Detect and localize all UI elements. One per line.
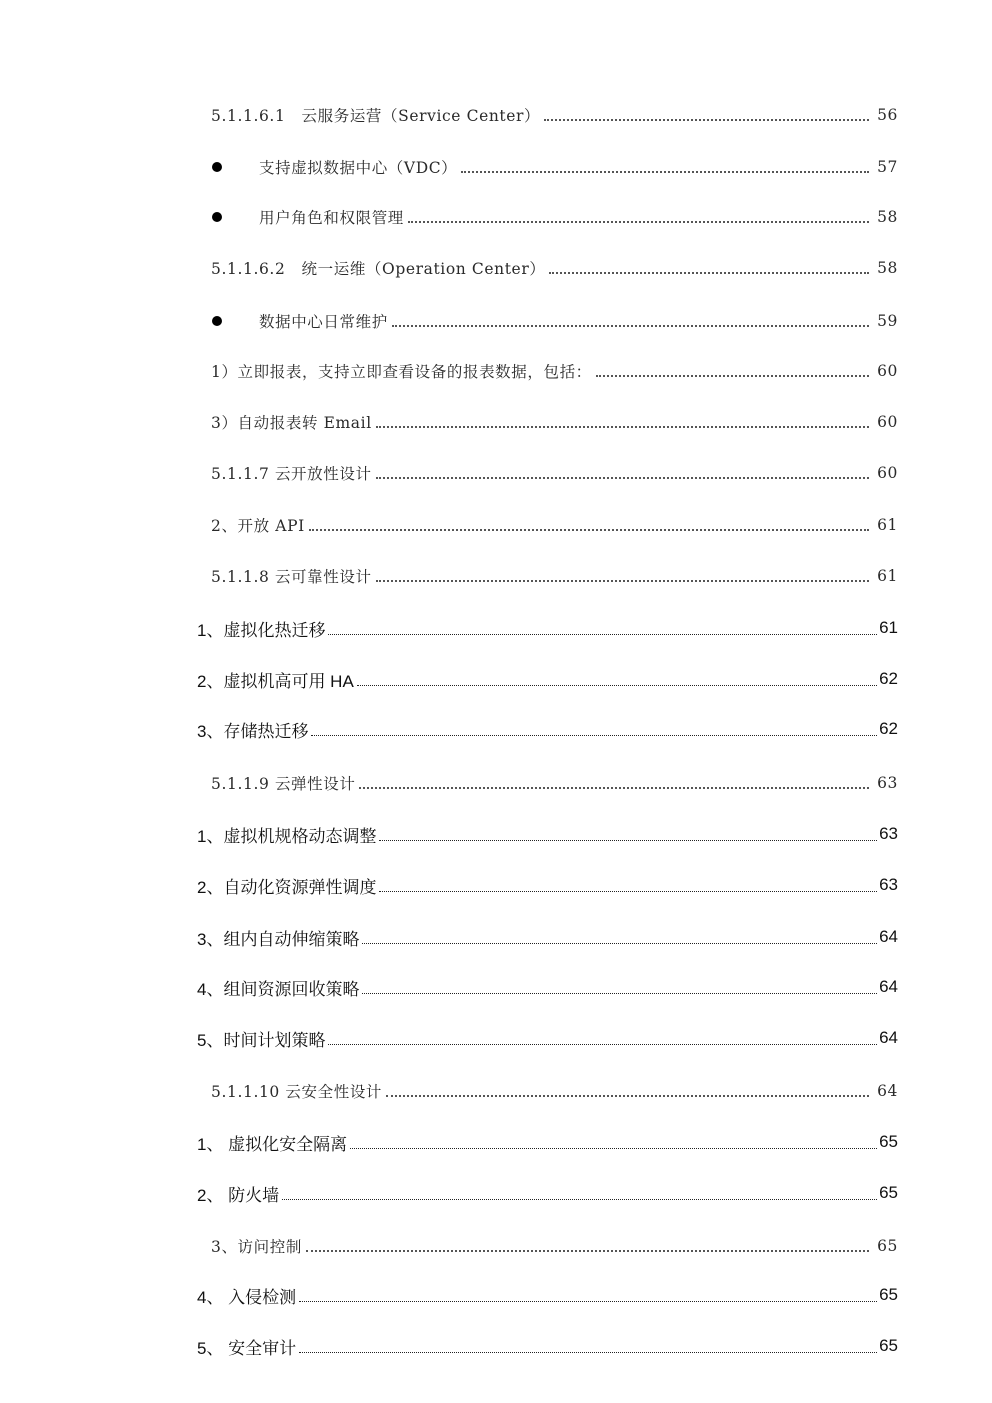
toc-entry[interactable] [211, 100, 898, 130]
dot-leader [392, 325, 869, 327]
toc-entry-label: 5、 安全审计 [197, 1338, 297, 1358]
dot-leader [376, 477, 870, 479]
toc-entry[interactable] [197, 870, 898, 900]
toc-entry-label: 5.1.1.6.2 统一运维（Operation Center） [211, 260, 546, 278]
toc-entry[interactable] [197, 922, 898, 952]
toc-entry[interactable] [212, 202, 898, 232]
toc-entry-page: 65 [877, 1237, 898, 1255]
dot-leader [408, 221, 869, 223]
dot-leader [596, 375, 869, 377]
toc-entry-page: 59 [877, 312, 898, 330]
toc-entry-page: 65 [879, 1183, 898, 1202]
dot-leader [549, 272, 869, 274]
toc-entry-page: 61 [879, 618, 898, 637]
toc-entry-page: 57 [877, 158, 898, 176]
dot-leader [282, 1199, 877, 1200]
toc-entry-label: 5.1.1.8 云可靠性设计 [211, 568, 372, 586]
toc-entry[interactable] [197, 613, 898, 643]
toc-entry[interactable] [211, 510, 898, 540]
toc-entry[interactable] [211, 458, 898, 488]
toc-entry[interactable] [197, 972, 898, 1002]
toc-entry-page: 58 [877, 259, 898, 277]
dot-leader [311, 735, 877, 736]
toc-entry-label: 支持虚拟数据中心（VDC） [259, 159, 458, 177]
dot-leader [309, 529, 869, 531]
dot-leader [544, 119, 869, 121]
dot-leader [359, 787, 869, 789]
toc-entry[interactable] [211, 561, 898, 591]
toc-entry[interactable] [211, 356, 898, 386]
toc-entry-label: 1、 虚拟化安全隔离 [197, 1134, 348, 1154]
dot-leader [376, 580, 870, 582]
toc-entry-label: 2、开放 API [211, 517, 305, 535]
toc-entry-page: 63 [879, 875, 898, 894]
toc-entry-label: 3、组内自动伸缩策略 [197, 929, 360, 949]
toc-entry-label: 4、 入侵检测 [197, 1287, 297, 1307]
toc-entry-label: 5.1.1.10 云安全性设计 [211, 1083, 383, 1101]
toc-entry-page: 56 [877, 106, 898, 124]
toc-entry[interactable] [197, 1331, 898, 1361]
dot-leader [386, 1095, 869, 1097]
toc-entry-label: 5.1.1.6.1 云服务运营（Service Center） [211, 107, 541, 125]
toc-entry[interactable] [212, 152, 898, 182]
toc-entry-label: 1、虚拟化热迁移 [197, 620, 326, 640]
dot-leader [379, 840, 877, 841]
toc-entry-page: 62 [879, 719, 898, 738]
toc-entry-label: 2、自动化资源弹性调度 [197, 877, 377, 897]
dot-leader [350, 1148, 877, 1149]
toc-entry-page: 60 [877, 362, 898, 380]
dot-leader [362, 993, 877, 994]
toc-entry-label: 用户角色和权限管理 [259, 209, 404, 227]
bullet-icon [212, 162, 222, 172]
toc-entry-label: 2、 防火墙 [197, 1185, 280, 1205]
toc-entry[interactable] [212, 306, 898, 336]
toc-entry-label: 5.1.1.7 云开放性设计 [211, 465, 372, 483]
toc-entry-page: 60 [877, 464, 898, 482]
toc-entry[interactable] [197, 819, 898, 849]
toc-entry-page: 64 [879, 927, 898, 946]
dot-leader [299, 1352, 877, 1353]
toc-entry-label: 3、访问控制 [211, 1238, 302, 1256]
toc-entry[interactable] [211, 407, 898, 437]
toc-entry-page: 64 [879, 977, 898, 996]
toc-entry-label: 2、虚拟机高可用 HA [197, 671, 354, 691]
bullet-icon [212, 316, 222, 326]
toc-entry[interactable] [197, 1178, 898, 1208]
toc-entry-label: 4、组间资源回收策略 [197, 979, 360, 999]
dot-leader [328, 1044, 877, 1045]
toc-entry[interactable] [197, 664, 898, 694]
dot-leader [461, 171, 869, 173]
toc-entry-page: 65 [879, 1285, 898, 1304]
toc-entry[interactable] [211, 1076, 898, 1106]
toc-entry-label: 1、虚拟机规格动态调整 [197, 826, 377, 846]
dot-leader [357, 685, 877, 686]
dot-leader [299, 1301, 877, 1302]
toc-entry[interactable] [197, 1127, 898, 1157]
toc-entry-page: 62 [879, 669, 898, 688]
bullet-icon [212, 212, 222, 222]
toc-entry-page: 60 [877, 413, 898, 431]
toc-entry-page: 63 [877, 774, 898, 792]
dot-leader [306, 1250, 869, 1252]
dot-leader [328, 634, 877, 635]
toc-entry[interactable] [197, 714, 898, 744]
toc-entry-page: 61 [877, 516, 898, 534]
toc-entry-page: 64 [879, 1028, 898, 1047]
toc-entry-label: 3）自动报表转 Email [211, 414, 372, 432]
toc-entry-page: 61 [877, 567, 898, 585]
toc-entry[interactable] [197, 1023, 898, 1053]
toc-entry-label: 5、时间计划策略 [197, 1030, 326, 1050]
dot-leader [362, 943, 877, 944]
toc-entry[interactable] [197, 1280, 898, 1310]
toc-entry-page: 64 [877, 1082, 898, 1100]
dot-leader [376, 426, 869, 428]
toc-entry[interactable] [211, 253, 898, 283]
toc-entry[interactable] [211, 1231, 898, 1261]
toc-entry[interactable] [211, 768, 898, 798]
toc-entry-page: 65 [879, 1336, 898, 1355]
toc-entry-page: 58 [877, 208, 898, 226]
dot-leader [379, 891, 877, 892]
toc-entry-label: 1）立即报表，支持立即查看设备的报表数据，包括： [211, 363, 592, 381]
toc-entry-page: 63 [879, 824, 898, 843]
toc-entry-label: 数据中心日常维护 [259, 313, 388, 331]
toc-entry-label: 5.1.1.9 云弹性设计 [211, 775, 356, 793]
toc-entry-page: 65 [879, 1132, 898, 1151]
toc-entry-label: 3、存储热迁移 [197, 721, 309, 741]
